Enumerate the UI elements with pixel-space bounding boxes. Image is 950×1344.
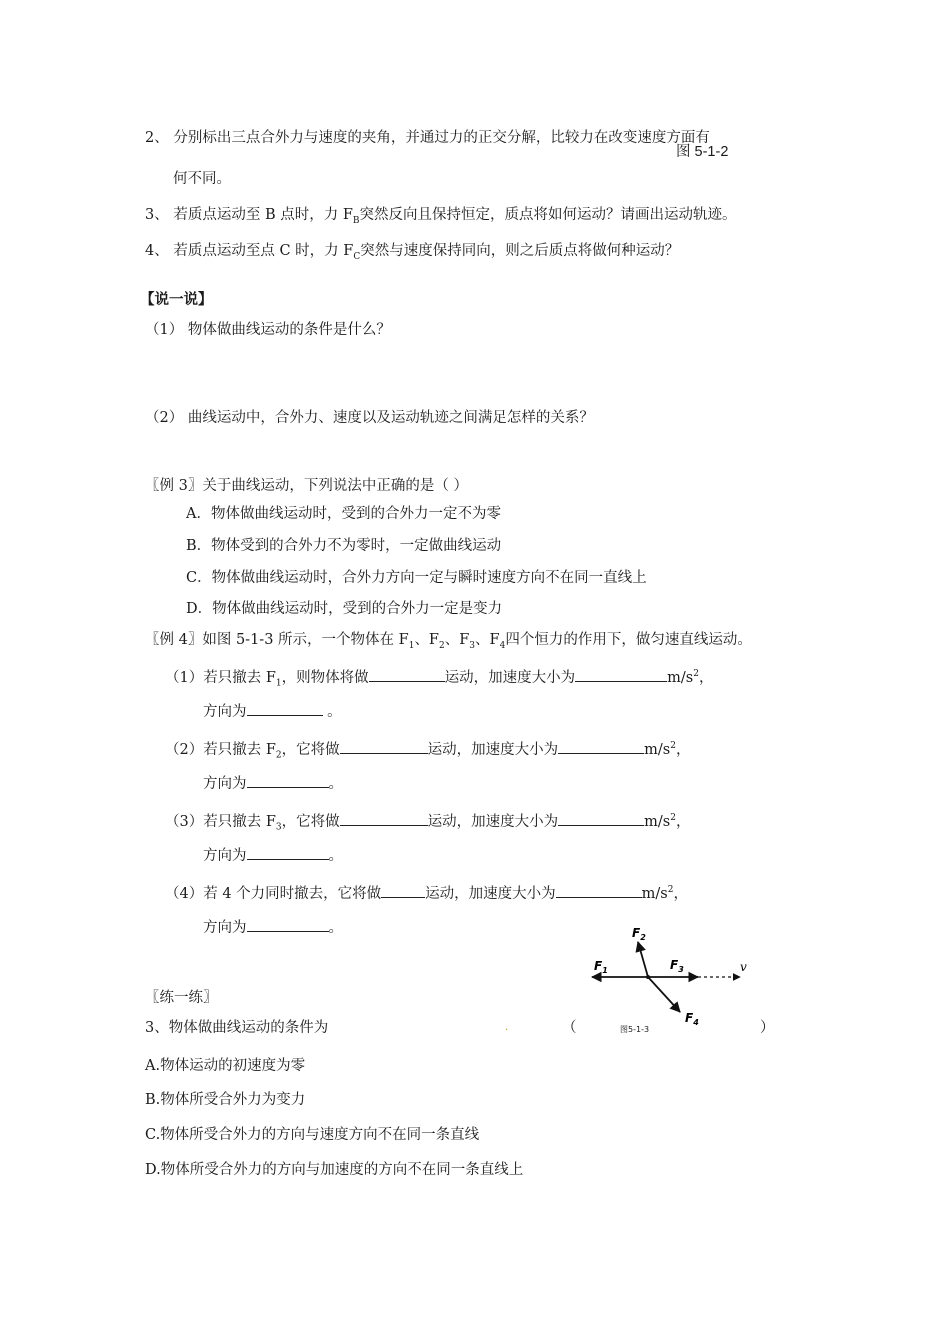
example-4-part-2-direction	[203, 772, 343, 794]
answer-blank[interactable]	[247, 700, 323, 716]
period: 。	[328, 848, 343, 864]
say-question-1: （1） 物体做曲线运动的条件是什么？	[145, 322, 391, 338]
unit: m/s	[644, 741, 671, 758]
example-4-part-3-direction	[203, 844, 343, 866]
unit-sup: 2	[667, 885, 674, 895]
label-v: v	[740, 960, 747, 974]
period: 。	[327, 704, 342, 720]
force-f2-arrow	[638, 942, 648, 977]
force-f4-arrow	[648, 977, 680, 1012]
unit: m/s	[644, 813, 671, 830]
stray-dot: .	[505, 1022, 509, 1033]
comma: ，	[673, 885, 688, 902]
part-1-text-a: （1）若只撤去 F	[165, 669, 276, 686]
label-f4: $F_4$	[685, 1011, 699, 1027]
period: 。	[328, 776, 343, 792]
comma: ，	[675, 813, 691, 830]
answer-blank[interactable]	[575, 666, 667, 682]
sub-1: 1	[408, 640, 415, 651]
motion-text: 运动，加速度大小为	[425, 885, 556, 902]
question-2-line-1: 2、 分别标出三点合外力与速度的夹角，并通过力的正交分解，比较力在改变速度方面有	[145, 130, 710, 146]
sep-1: 、F	[414, 632, 439, 648]
example-3-option-d: D．物体做曲线运动时，受到的合外力一定是变力	[186, 601, 503, 617]
answer-blank[interactable]	[558, 738, 644, 754]
question-2-line-2: 何不同。	[173, 171, 231, 187]
label-f1: $F_1$	[594, 959, 608, 975]
example-4-part-4	[165, 880, 688, 904]
label-f3: $F_3$	[670, 958, 684, 974]
example-3-stem: 〖例 3〗关于曲线运动，下列说法中正确的是（ ）	[145, 478, 468, 494]
example-4-part-1-direction	[203, 700, 342, 722]
question-4	[145, 241, 679, 267]
question-3-subscript: B	[352, 215, 360, 226]
answer-blank[interactable]	[247, 772, 329, 788]
question-3	[145, 205, 737, 231]
answer-blank[interactable]	[340, 810, 428, 826]
part-3-text-b: ，它将做	[281, 813, 340, 830]
example-4-part-4-direction	[203, 916, 343, 938]
example-4-part-1	[165, 664, 713, 694]
part-2-sub: 2	[275, 750, 282, 761]
question-3-text-b: 突然反向且保持恒定，质点将如何运动？请画出运动轨迹。	[359, 207, 737, 223]
practice-option-d: D.物体所受合外力的方向与加速度的方向不在同一条直线上	[145, 1162, 524, 1178]
direction-label: 方向为	[203, 920, 247, 936]
paren-right: ）	[760, 1020, 775, 1036]
question-4-text-a: 4、 若质点运动至点 C 时，力 F	[145, 243, 354, 259]
unit: m/s	[641, 885, 668, 902]
sub-3: 3	[469, 640, 476, 651]
example-3-option-b: B．物体受到的合外力不为零时，一定做曲线运动	[186, 538, 502, 554]
sep-3: 、F	[475, 632, 500, 648]
say-question-2: （2） 曲线运动中，合外力、速度以及运动轨迹之间满足怎样的关系？	[145, 410, 594, 426]
part-2-text-a: （2）若只撤去 F	[165, 741, 276, 758]
answer-blank[interactable]	[247, 916, 329, 932]
part-4-text-a: （4）若 4 个力同时撤去，它将做	[165, 885, 382, 902]
direction-label: 方向为	[203, 848, 247, 864]
label-f2: $F_2$	[632, 926, 646, 942]
example-4-stem-a: 〖例 4〗如图 5-1-3 所示，一个物体在 F	[145, 632, 409, 648]
example-4-stem	[145, 630, 752, 656]
part-1-sub: 1	[275, 678, 282, 689]
practice-option-b: B.物体所受合外力为变力	[145, 1092, 306, 1108]
period: 。	[328, 920, 343, 936]
figure-5-1-3	[580, 920, 760, 1030]
unit-sup: 2	[670, 813, 676, 823]
say-heading: 【说一说】	[140, 291, 213, 308]
answer-blank[interactable]	[369, 666, 445, 682]
direction-label: 方向为	[203, 776, 247, 792]
figure-5-1-3-caption: 图5-1-3	[620, 1025, 650, 1034]
part-3-sub: 3	[275, 822, 282, 833]
comma: ，	[675, 741, 691, 758]
direction-label: 方向为	[203, 704, 247, 720]
unit-sup: 2	[693, 669, 699, 679]
part-2-text-b: ，它将做	[281, 741, 340, 758]
sub-4: 4	[499, 640, 506, 651]
sep-2: 、F	[444, 632, 470, 648]
answer-blank[interactable]	[556, 882, 642, 898]
motion-text: 运动，加速度大小为	[444, 669, 576, 686]
practice-option-c: C.物体所受合外力的方向与速度方向不在同一条直线	[145, 1127, 480, 1143]
answer-blank[interactable]	[558, 810, 644, 826]
answer-blank[interactable]	[247, 844, 329, 860]
comma: ，	[698, 669, 714, 686]
unit-sup: 2	[670, 741, 676, 751]
figure-5-1-2-label: 图 5-1-2	[676, 144, 729, 160]
example-4-part-2	[165, 736, 690, 766]
question-4-subscript: C	[353, 251, 361, 262]
practice-question-3-stem: 3、物体做曲线运动的条件为	[145, 1020, 329, 1036]
practice-heading: 〖练一练〗	[145, 990, 218, 1006]
part-1-text-b: ，则物体将做	[281, 669, 369, 686]
example-4-part-3	[165, 808, 690, 838]
paren-left: （	[562, 1020, 577, 1036]
answer-blank[interactable]	[381, 882, 425, 898]
motion-text: 运动，加速度大小为	[427, 741, 559, 758]
sub-2: 2	[439, 640, 445, 651]
motion-text: 运动，加速度大小为	[427, 813, 559, 830]
part-3-text-a: （3）若只撤去 F	[165, 813, 276, 830]
question-4-text-b: 突然与速度保持同向，则之后质点将做何种运动？	[360, 243, 680, 259]
answer-blank[interactable]	[340, 738, 428, 754]
practice-option-a: A.物体运动的初速度为零	[145, 1058, 306, 1074]
unit: m/s	[667, 669, 694, 686]
particle-point	[646, 975, 650, 979]
example-3-option-c: C．物体做曲线运动时，合外力方向一定与瞬时速度方向不在同一直线上	[186, 570, 647, 586]
example-3-option-a: A．物体做曲线运动时，受到的合外力一定不为零	[186, 506, 501, 522]
question-3-text-a: 3、 若质点运动至 B 点时，力 F	[145, 207, 353, 223]
example-4-stem-b: 四个恒力的作用下，做匀速直线运动。	[505, 632, 752, 648]
